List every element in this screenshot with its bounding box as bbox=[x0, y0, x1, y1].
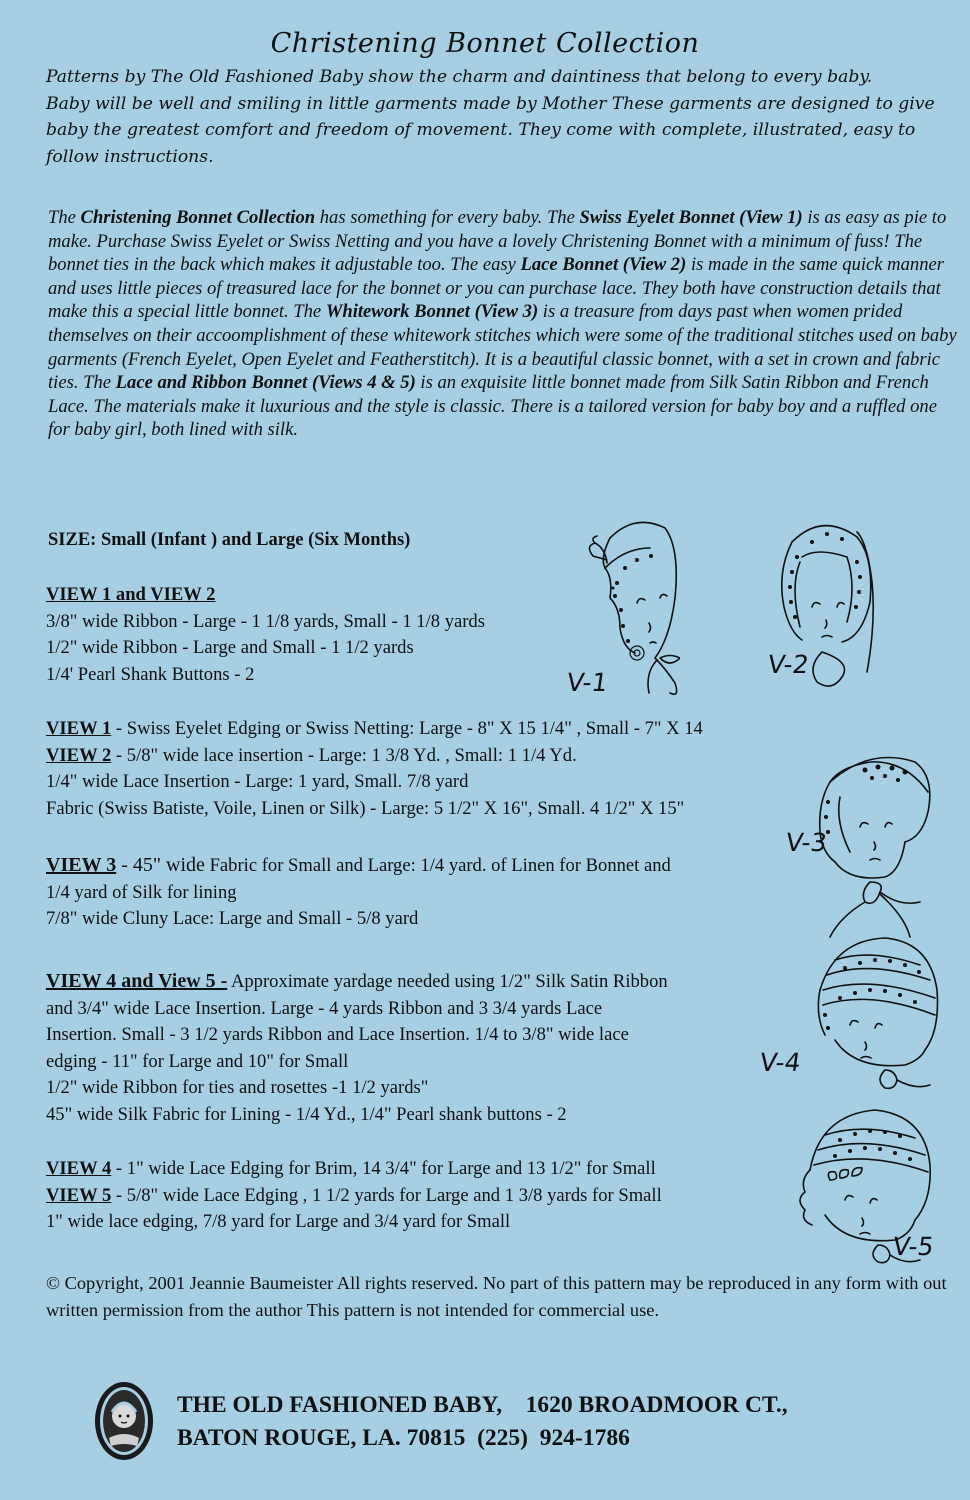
sketch-label-v3: V-3 bbox=[783, 828, 829, 857]
requirement-text: - 1" wide Lace Edging for Brim, 14 3/4" for Large and 13 1/2" for Small bbox=[111, 1158, 656, 1179]
view1-line bbox=[46, 716, 703, 743]
intro-line: follow instructions. bbox=[46, 146, 214, 167]
bonnet-view4-illustration bbox=[795, 930, 945, 1100]
requirement-text: - 5/8" wide lace insertion - Large: 1 3/8 Yd. , Small: 1 1/4 Yd. bbox=[111, 744, 577, 766]
requirement-line: 3/8" wide Ribbon - Large - 1 1/8 yards, Small - 1 1/8 yards bbox=[46, 610, 485, 632]
requirement-line: edging - 11" for Large and 10" for Small bbox=[46, 1050, 349, 1072]
view2-heading: VIEW 2 bbox=[46, 744, 112, 766]
requirement-text: Approximate yardage needed using 1/2" Silk Satin Ribbon bbox=[227, 971, 668, 992]
requirement-line: 1/4 yard of Silk for lining bbox=[46, 881, 237, 903]
desc-bold: Lace and Ribbon Bonnet (Views 4 & 5) bbox=[115, 372, 416, 394]
intro-line: Patterns by The Old Fashioned Baby show the charm and daintiness that belong to every baby. bbox=[46, 67, 873, 87]
view5-heading: VIEW 5 bbox=[46, 1184, 112, 1206]
cameo-logo-icon bbox=[93, 1380, 155, 1462]
desc-text: has something for every baby. The bbox=[315, 207, 580, 228]
footer-address bbox=[177, 1389, 788, 1455]
requirement-line: 1/4" wide Lace Insertion - Large: 1 yard, Small. 7/8 yard bbox=[46, 771, 469, 793]
view45-line bbox=[46, 968, 668, 996]
requirement-line: 1" wide lace edging, 7/8 yard for Large and 3/4 yard for Small bbox=[46, 1211, 511, 1233]
desc-bold: Christening Bonnet Collection bbox=[80, 207, 316, 228]
view5-line bbox=[46, 1183, 662, 1210]
sketch-label-v2: V-2 bbox=[765, 650, 811, 679]
footer-line-2: BATON ROUGE, LA. 70815 (225) 924-1786 bbox=[177, 1425, 630, 1451]
view45-heading: VIEW 4 and View 5 - bbox=[46, 970, 228, 992]
desc-text: is made in the same quick manner and uses little pieces of treasured lace for the bonnet or you can purchase lace. They both have construction details that make this a special little bonnet. The bbox=[48, 254, 944, 323]
sketch-label-v4: V-4 bbox=[757, 1048, 803, 1077]
desc-bold: Lace Bonnet (View 2) bbox=[520, 254, 687, 276]
view4-line bbox=[46, 1156, 662, 1183]
requirement-text: - Swiss Eyelet Edging or Swiss Netting: Large - 8" X 15 1/4" , Small - 7" X 14 bbox=[111, 718, 703, 739]
requirement-line: Fabric (Swiss Batiste, Voile, Linen or Silk) - Large: 5 1/2" X 16", Small. 4 1/2" X 15" bbox=[46, 797, 685, 819]
requirement-line: 7/8" wide Cluny Lace: Large and Small - 5/8 yard bbox=[46, 908, 419, 930]
desc-text: The bbox=[48, 207, 81, 228]
sketch-label-v5: V-5 bbox=[890, 1232, 936, 1261]
requirement-text: Fabric for Small and Large: 1/4 yard. of Linen for Bonnet and bbox=[204, 855, 671, 876]
sketch-label-v1: V-1 bbox=[564, 668, 610, 697]
requirement-line: Insertion. Small - 3 1/2 yards Ribbon and Lace Insertion. 1/4 to 3/8" wide lace bbox=[46, 1024, 629, 1046]
requirement-line: and 3/4" wide Lace Insertion. Large - 4 yards Ribbon and 3 3/4 yards Lace bbox=[46, 997, 603, 1019]
view3-line bbox=[46, 852, 671, 880]
view1-2-block bbox=[46, 716, 703, 822]
requirement-line: 1/4' Pearl Shank Buttons - 2 bbox=[46, 663, 255, 685]
requirement-line: 1/2" wide Ribbon - Large and Small - 1 1/2 yards bbox=[46, 637, 414, 659]
view3-sub: - 45" wide bbox=[116, 854, 205, 876]
intro-line: baby the greatest comfort and freedom of movement. They come with complete, illustrated, easy to bbox=[46, 120, 916, 140]
view45-block bbox=[46, 968, 668, 1129]
desc-text: is a treasure from days past when women prided themselves on their accoomplishment of these whitework stitches which were some of the traditional stitches used on baby garments (French Eyelet, Open Eyelet and Featherstitch). It is a beautiful classic bonnet, with a set in crown and fabric ties. The bbox=[48, 301, 957, 394]
view1-heading: VIEW 1 bbox=[46, 718, 112, 739]
view12-block bbox=[46, 582, 485, 688]
view2-line bbox=[46, 743, 703, 770]
desc-bold: Swiss Eyelet Bonnet (View 1) bbox=[579, 207, 803, 228]
intro-paragraph bbox=[46, 64, 946, 170]
view12-heading: VIEW 1 and VIEW 2 bbox=[46, 584, 216, 605]
requirement-line: 1/2" wide Ribbon for ties and rosettes -1 1/2 yards" bbox=[46, 1077, 429, 1099]
desc-text: is an exquisite little bonnet made from Silk Satin Ribbon and French Lace. The materials make it luxurious and the style is classic. There is a tailored version for baby boy and a ruffled one for baby girl, both lined with silk. bbox=[48, 372, 937, 441]
description-paragraph bbox=[48, 206, 960, 442]
view3-heading: VIEW 3 bbox=[46, 854, 117, 876]
size-heading: SIZE: Small (Infant ) and Large (Six Months) bbox=[48, 530, 411, 550]
requirement-line: 45" wide Silk Fabric for Lining - 1/4 Yd., 1/4" Pearl shank buttons - 2 bbox=[46, 1103, 567, 1125]
page-title: Christening Bonnet Collection bbox=[270, 28, 700, 59]
view3-block bbox=[46, 852, 671, 933]
footer-line-1: THE OLD FASHIONED BABY, 1620 BROADMOOR CT., bbox=[177, 1392, 788, 1418]
desc-text: is as easy as pie to make. Purchase Swiss Eyelet or Swiss Netting and you have a lovely Christening Bonnet with a minimum of fuss! The bonnet ties in the back which makes it adjustable too. The easy bbox=[48, 207, 947, 276]
copyright-notice: © Copyright, 2001 Jeannie Baumeister All rights reserved. No part of this pattern may be reproduced in any form with out written permission from the author This pattern is not intended for commercial use. bbox=[46, 1273, 947, 1320]
requirement-text: - 5/8" wide Lace Edging , 1 1/2 yards for Large and 1 3/8 yards for Small bbox=[111, 1184, 662, 1206]
view4-heading: VIEW 4 bbox=[46, 1158, 112, 1179]
intro-line: Baby will be well and smiling in little garments made by Mother These garments are designed to give bbox=[46, 93, 935, 114]
view4-5-block bbox=[46, 1156, 662, 1236]
desc-bold: Whitework Bonnet (View 3) bbox=[325, 301, 539, 323]
